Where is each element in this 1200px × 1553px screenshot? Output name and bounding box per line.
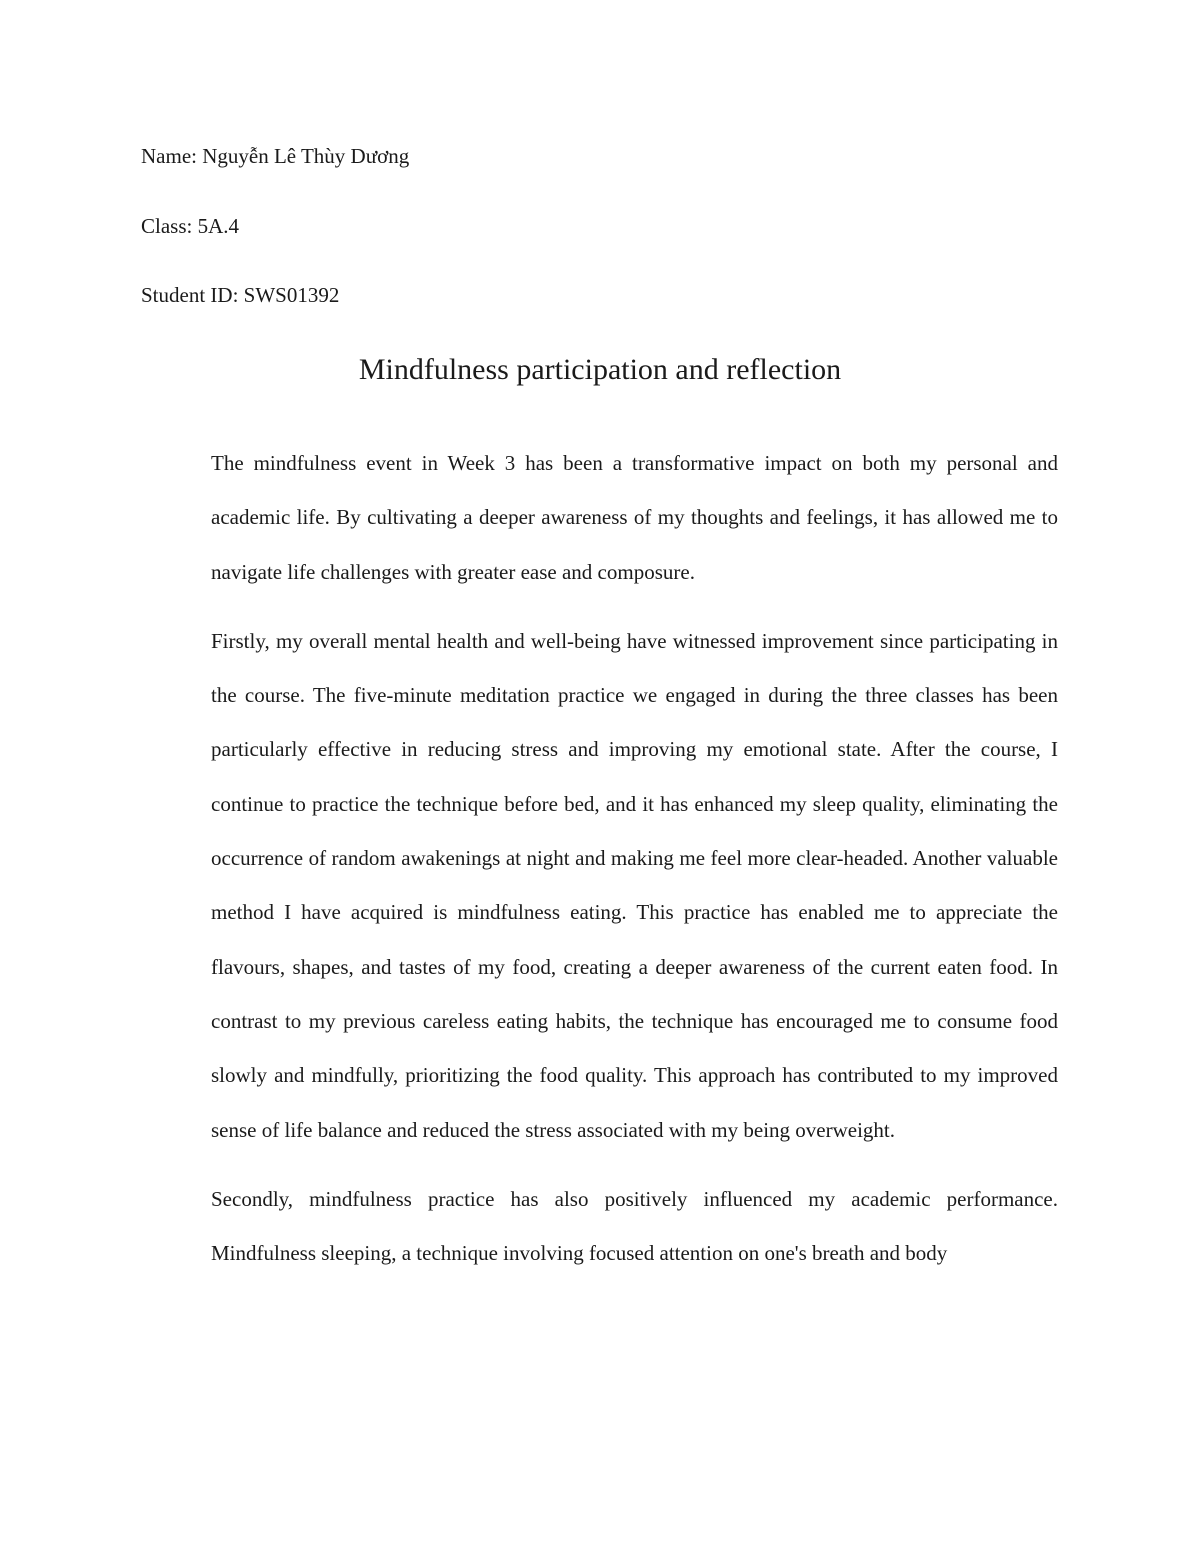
student-id: Student ID: SWS01392 [141, 283, 340, 307]
student-class: Class: 5A.4 [141, 214, 240, 238]
paragraph-academic: Secondly, mindfulness practice has also positively influenced my academic performance. Mindfulness sleeping, a technique involving focused attention on one's breath and body [211, 1186, 1058, 1266]
document-body [211, 436, 1058, 1295]
document-title: Mindfulness participation and reflection [358, 353, 842, 386]
paragraph-mental-health: Firstly, my overall mental health and well-being have witnessed improvement since participating in the course. The five-minute meditation practice we engaged in during the three classes has been particularly effective in reducing stress and improving my emotional state. After the course, I continue to practice the technique before bed, and it has enhanced my sleep quality, eliminating the occurrence of random awakenings at night and making me feel more clear-headed. Another valuable method I have acquired is mindfulness eating. This practice has enabled me to appreciate the flavours, shapes, and tastes of my food, creating a deeper awareness of the current eaten food. In contrast to my previous careless eating habits, the technique has encouraged me to consume food slowly and mindfully, prioritizing the food quality. This approach has contributed to my improved sense of life balance and reduced the stress associated with my being overweight. [211, 628, 1058, 1142]
paragraph-intro: The mindfulness event in Week 3 has been a transformative impact on both my personal and academic life. By cultivating a deeper awareness of my thoughts and feelings, it has allowed me to navigate life challenges with greater ease and composure. [211, 451, 1058, 584]
student-name: Name: Nguyễn Lê Thùy Dương [141, 144, 410, 168]
